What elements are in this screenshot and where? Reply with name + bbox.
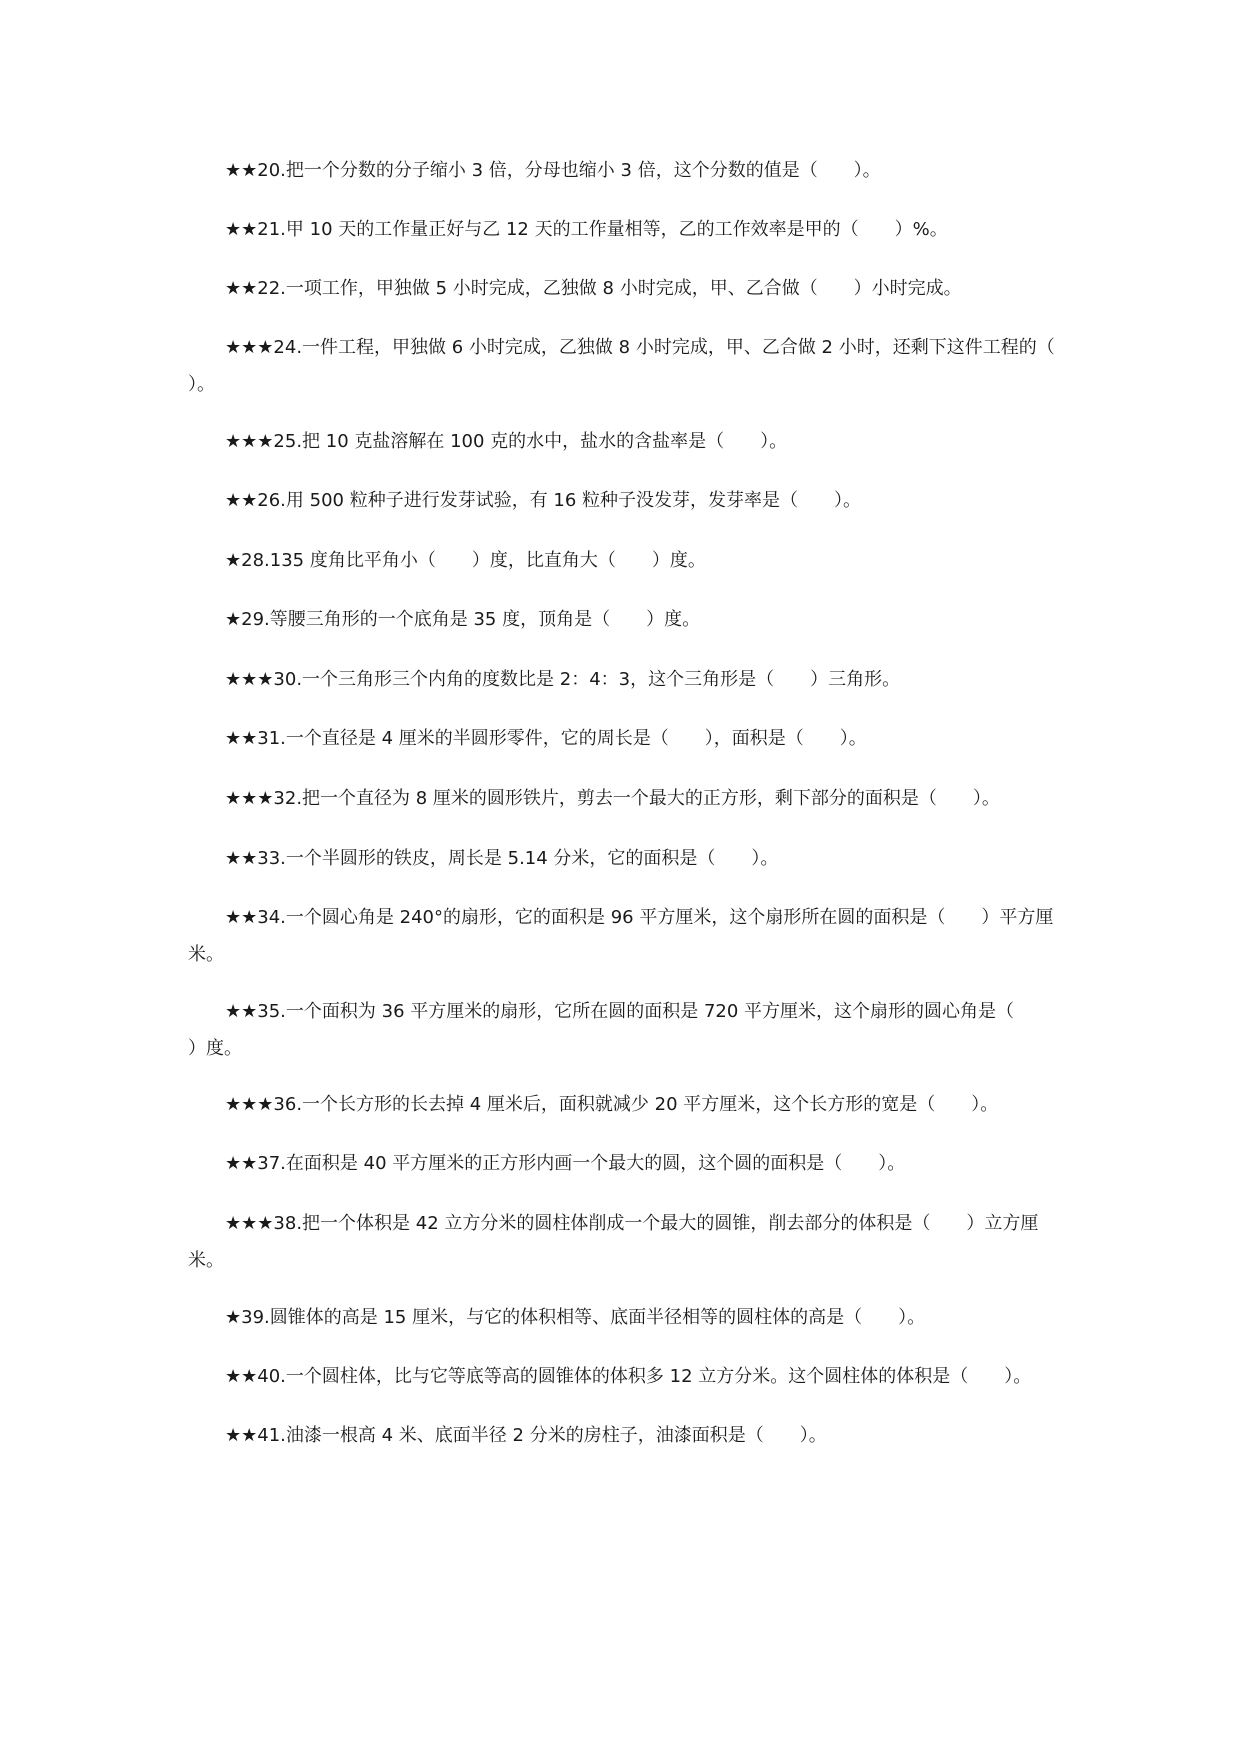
question-33: ★★33.一个半圆形的铁皮，周长是 5.14 分米，它的面积是（ ）。 <box>225 848 779 869</box>
question-41: ★★41.油漆一根高 4 米、底面半径 2 分米的房柱子，油漆面积是（ ）。 <box>225 1425 827 1446</box>
question-25: ★★★25.把 10 克盐溶解在 100 克的水中，盐水的含盐率是（ ）。 <box>225 431 788 452</box>
question-20: ★★20.把一个分数的分子缩小 3 倍，分母也缩小 3 倍，这个分数的值是（ ）。 <box>225 160 881 181</box>
question-22: ★★22.一项工作，甲独做 5 小时完成，乙独做 8 小时完成，甲、乙合做（ ）小时完成。 <box>225 278 962 299</box>
question-38: ★★★38.把一个体积是 42 立方分米的圆柱体削成一个最大的圆锥，削去部分的体积是（ ）立方厘米。 <box>188 1213 1039 1271</box>
question-37: ★★37.在面积是 40 平方厘米的正方形内画一个最大的圆，这个圆的面积是（ ）。 <box>225 1153 906 1174</box>
question-40: ★★40.一个圆柱体，比与它等底等高的圆锥体的体积多 12 立方分米。这个圆柱体的体积是（ ）。 <box>225 1366 1032 1387</box>
question-31: ★★31.一个直径是 4 厘米的半圆形零件，它的周长是（ ），面积是（ ）。 <box>225 728 867 749</box>
question-30: ★★★30.一个三角形三个内角的度数比是 2：4：3，这个三角形是（ ）三角形。 <box>225 669 901 690</box>
question-24: ★★★24.一件工程，甲独做 6 小时完成，乙独做 8 小时完成，甲、乙合做 2 小时，还剩下这件工程的（ ）。 <box>188 337 1091 395</box>
question-39: ★39.圆锥体的高是 15 厘米，与它的体积相等、底面半径相等的圆柱体的高是（ ）。 <box>225 1307 926 1328</box>
question-36: ★★★36.一个长方形的长去掉 4 厘米后，面积就减少 20 平方厘米，这个长方形的宽是（ ）。 <box>225 1094 999 1115</box>
question-29: ★29.等腰三角形的一个底角是 35 度，顶角是（ ）度。 <box>225 609 701 630</box>
question-26: ★★26.用 500 粒种子进行发芽试验，有 16 粒种子没发芽，发芽率是（ ）。 <box>225 490 862 511</box>
question-34: ★★34.一个圆心角是 240°的扇形，它的面积是 96 平方厘米，这个扇形所在圆的面积是（ ）平方厘米。 <box>188 907 1054 965</box>
question-35: ★★35.一个面积为 36 平方厘米的扇形，它所在圆的面积是 720 平方厘米，这个扇形的圆心角是（ ）度。 <box>188 1001 1051 1059</box>
question-32: ★★★32.把一个直径为 8 厘米的圆形铁片，剪去一个最大的正方形，剩下部分的面积是（ ）。 <box>225 788 1000 809</box>
question-28: ★28.135 度角比平角小（ ）度，比直角大（ ）度。 <box>225 550 706 571</box>
question-21: ★★21.甲 10 天的工作量正好与乙 12 天的工作量相等，乙的工作效率是甲的（ ）%。 <box>225 219 948 240</box>
